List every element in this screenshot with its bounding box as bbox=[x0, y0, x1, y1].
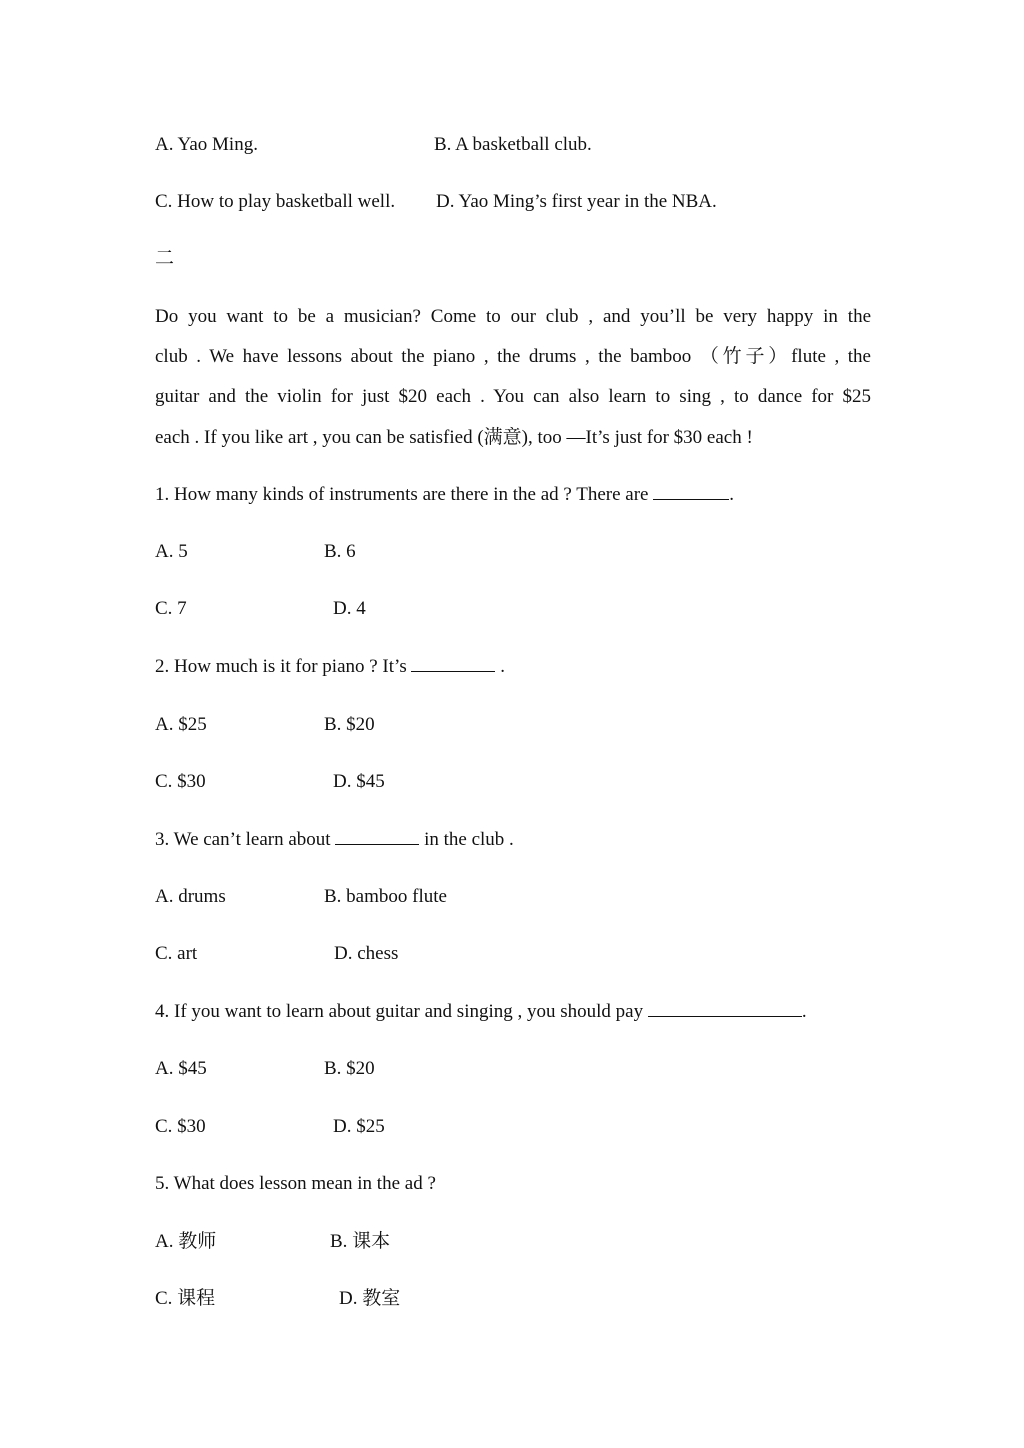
prev-question-option-c: C. How to play basketball well. bbox=[155, 191, 396, 212]
question-4-option-a: A. $45 bbox=[155, 1058, 207, 1079]
question-5-stem bbox=[155, 1173, 436, 1195]
passage-line: Do you want to be a musician? Come to our club , and you’ll be very happy in the bbox=[155, 306, 871, 327]
question-2-option-a: A. $25 bbox=[155, 714, 207, 735]
answer-blank bbox=[653, 498, 729, 500]
passage-line: guitar and the violin for just $20 each . You can also learn to sing , to dance for $25 bbox=[155, 386, 871, 407]
question-5-option-a: A. 教师 bbox=[155, 1231, 217, 1252]
question-1-option-a: A. 5 bbox=[155, 541, 188, 562]
question-5-option-b: B. 课本 bbox=[330, 1231, 391, 1252]
question-1-stem bbox=[155, 484, 734, 506]
question-1-option-b: B. 6 bbox=[324, 541, 356, 562]
question-stem-text: 1. How many kinds of instruments are there in the ad ? There are bbox=[155, 484, 649, 505]
passage-line: club . We have lessons about the piano , the drums , the bamboo （竹子）flute , the bbox=[155, 346, 871, 367]
question-stem-tail: . bbox=[729, 484, 734, 505]
question-3-stem bbox=[155, 829, 514, 851]
question-4-option-c: C. $30 bbox=[155, 1116, 206, 1137]
answer-blank bbox=[411, 670, 495, 672]
question-5-option-c: C. 课程 bbox=[155, 1288, 216, 1309]
question-stem-tail: . bbox=[500, 656, 505, 677]
question-2-option-c: C. $30 bbox=[155, 771, 206, 792]
answer-blank bbox=[335, 843, 419, 845]
question-3-option-d: D. chess bbox=[334, 943, 399, 964]
section-heading: 二 bbox=[155, 248, 175, 269]
question-4-option-d: D. $25 bbox=[333, 1116, 385, 1137]
question-stem-text: 3. We can’t learn about bbox=[155, 829, 331, 850]
question-5-option-d: D. 教室 bbox=[339, 1288, 401, 1309]
question-2-stem bbox=[155, 656, 505, 678]
question-3-option-a: A. drums bbox=[155, 886, 226, 907]
question-stem-text: 2. How much is it for piano ? It’s bbox=[155, 656, 407, 677]
question-stem-text: 4. If you want to learn about guitar and singing , you should pay bbox=[155, 1001, 644, 1022]
question-stem-text: 5. What does lesson mean in the ad ? bbox=[155, 1173, 436, 1194]
question-4-option-b: B. $20 bbox=[324, 1058, 375, 1079]
question-stem-tail: . bbox=[801, 1001, 807, 1022]
question-2-option-b: B. $20 bbox=[324, 714, 375, 735]
question-3-option-b: B. bamboo flute bbox=[324, 886, 447, 907]
passage-line: each . If you like art , you can be satisfied (满意), too —It’s just for $30 each ! bbox=[155, 427, 753, 448]
prev-question-option-d: D. Yao Ming’s first year in the NBA. bbox=[436, 191, 717, 212]
question-3-option-c: C. art bbox=[155, 943, 198, 964]
question-1-option-c: C. 7 bbox=[155, 598, 187, 619]
prev-question-option-b: B. A basketball club. bbox=[434, 134, 592, 155]
answer-blank bbox=[648, 1015, 802, 1017]
question-4-stem bbox=[155, 1001, 807, 1023]
question-stem-tail: in the club . bbox=[424, 829, 514, 850]
question-2-option-d: D. $45 bbox=[333, 771, 385, 792]
question-1-option-d: D. 4 bbox=[333, 598, 366, 619]
prev-question-option-a: A. Yao Ming. bbox=[155, 134, 258, 155]
